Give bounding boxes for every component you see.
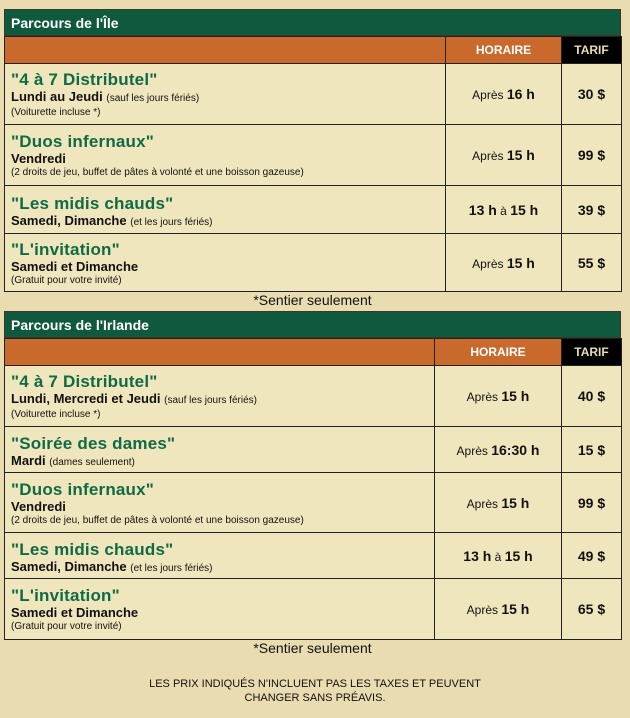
table-row xyxy=(5,427,622,473)
package-days: Mardi xyxy=(11,452,46,468)
package-name: "4 à 7 Distributel" xyxy=(11,70,158,89)
time-prefix: Après xyxy=(472,88,504,102)
section-title: Parcours de l'Irlande xyxy=(4,311,621,338)
time-prefix: Après xyxy=(466,603,498,617)
header-blank xyxy=(5,339,435,366)
header-blank xyxy=(5,37,446,64)
table-row xyxy=(5,234,622,292)
time-prefix: Après xyxy=(472,256,504,271)
time-main: 16 h xyxy=(506,86,535,102)
schedule-cell xyxy=(435,427,562,473)
time-prefix: Après xyxy=(466,496,498,511)
package-extra: (2 droits de jeu, buffet de pâtes à volonté et une boisson gazeuse) xyxy=(11,514,304,526)
package-days: Lundi, Mercredi et Jeudi xyxy=(11,391,161,406)
package-name: "Soirée des dames" xyxy=(11,433,176,453)
section-irlande xyxy=(4,311,621,656)
price-cell: 55 $ xyxy=(562,234,622,292)
package-extra: (Gratuit pour votre invité) xyxy=(11,274,122,286)
table-row xyxy=(5,125,622,186)
package-name: "L'invitation" xyxy=(11,586,120,605)
days-note: (et les jours fériés) xyxy=(130,562,213,574)
time-prefix: Après xyxy=(472,149,504,163)
time-connector: à xyxy=(494,549,502,564)
schedule-cell xyxy=(435,366,562,427)
price-disclaimer xyxy=(0,677,630,705)
time-connector: à xyxy=(500,203,507,218)
package-name: "Duos infernaux" xyxy=(11,132,155,151)
rate-table xyxy=(4,338,622,640)
table-row xyxy=(5,579,622,640)
package-extra: (2 droits de jeu, buffet de pâtes à volonté et une boisson gazeuse) xyxy=(11,167,304,178)
price-cell: 99 $ xyxy=(562,125,622,186)
time-main: 15 h xyxy=(501,388,530,404)
header-tarif: TARIF xyxy=(562,37,622,64)
section-ile xyxy=(4,9,621,308)
schedule-cell xyxy=(435,533,562,579)
time-main: 16:30 h xyxy=(491,441,540,458)
package-days: Samedi et Dimanche xyxy=(11,258,139,274)
schedule-cell xyxy=(446,234,562,292)
schedule-cell xyxy=(446,125,562,186)
package-days: Samedi et Dimanche xyxy=(11,605,139,620)
package-name: "Les midis chauds" xyxy=(11,193,174,213)
package-days: Samedi, Dimanche xyxy=(11,212,127,228)
price-cell: 99 $ xyxy=(562,473,622,533)
header-horaire: HORAIRE xyxy=(446,37,562,64)
price-cell: 30 $ xyxy=(562,64,622,125)
disclaimer-line-1: LES PRIX INDIQUÉS N'INCLUENT PAS LES TAXES ET PEUVENT xyxy=(149,678,481,690)
time-main: 15 h xyxy=(506,147,535,163)
time-prefix: Après xyxy=(466,390,498,404)
table-row xyxy=(5,366,622,427)
time-start: 13 h xyxy=(463,547,492,564)
footnote-sentier: *Sentier seulement xyxy=(253,640,372,656)
header-tarif: TARIF xyxy=(562,339,622,366)
price-cell: 65 $ xyxy=(562,579,622,640)
time-main: 15 h xyxy=(506,254,535,271)
time-main: 15 h xyxy=(501,601,530,617)
schedule-cell xyxy=(435,579,562,640)
rate-table xyxy=(4,36,622,292)
schedule-cell xyxy=(446,186,562,234)
time-prefix: Après xyxy=(456,443,488,458)
time-end: 15 h xyxy=(510,201,539,218)
days-note: (sauf les jours fériés) xyxy=(106,93,200,104)
package-name: "Les midis chauds" xyxy=(11,539,174,559)
time-start: 13 h xyxy=(468,201,497,218)
days-note: (sauf les jours fériés) xyxy=(164,395,257,406)
package-days: Vendredi xyxy=(11,151,66,166)
package-name: "L'invitation" xyxy=(11,239,120,259)
table-row xyxy=(5,473,622,533)
schedule-cell xyxy=(446,64,562,125)
days-note: (et les jours fériés) xyxy=(130,216,213,228)
section-title: Parcours de l'Île xyxy=(4,9,621,36)
package-name: "Duos infernaux" xyxy=(11,479,155,499)
time-end: 15 h xyxy=(504,547,533,564)
package-extra: (Gratuit pour votre invité) xyxy=(11,621,122,632)
header-horaire: HORAIRE xyxy=(435,339,562,366)
time-main: 15 h xyxy=(501,494,530,511)
disclaimer-line-2: CHANGER SANS PRÉAVIS. xyxy=(244,692,386,704)
package-days: Vendredi xyxy=(11,498,66,514)
table-row xyxy=(5,186,622,234)
table-header-row xyxy=(5,37,622,64)
schedule-cell xyxy=(435,473,562,533)
price-cell: 49 $ xyxy=(562,533,622,579)
package-days: Samedi, Dimanche xyxy=(11,558,127,574)
footnote-sentier: *Sentier seulement xyxy=(253,292,372,308)
days-note: (dames seulement) xyxy=(49,456,135,468)
table-header-row xyxy=(5,339,622,366)
package-extra: (Voiturette incluse *) xyxy=(11,107,101,118)
package-name: "4 à 7 Distributel" xyxy=(11,372,158,391)
package-days: Lundi au Jeudi xyxy=(11,89,103,104)
package-extra: (Voiturette incluse *) xyxy=(11,409,101,420)
table-row xyxy=(5,64,622,125)
price-cell: 40 $ xyxy=(562,366,622,427)
price-cell: 15 $ xyxy=(562,427,622,473)
price-cell: 39 $ xyxy=(562,186,622,234)
table-row xyxy=(5,533,622,579)
